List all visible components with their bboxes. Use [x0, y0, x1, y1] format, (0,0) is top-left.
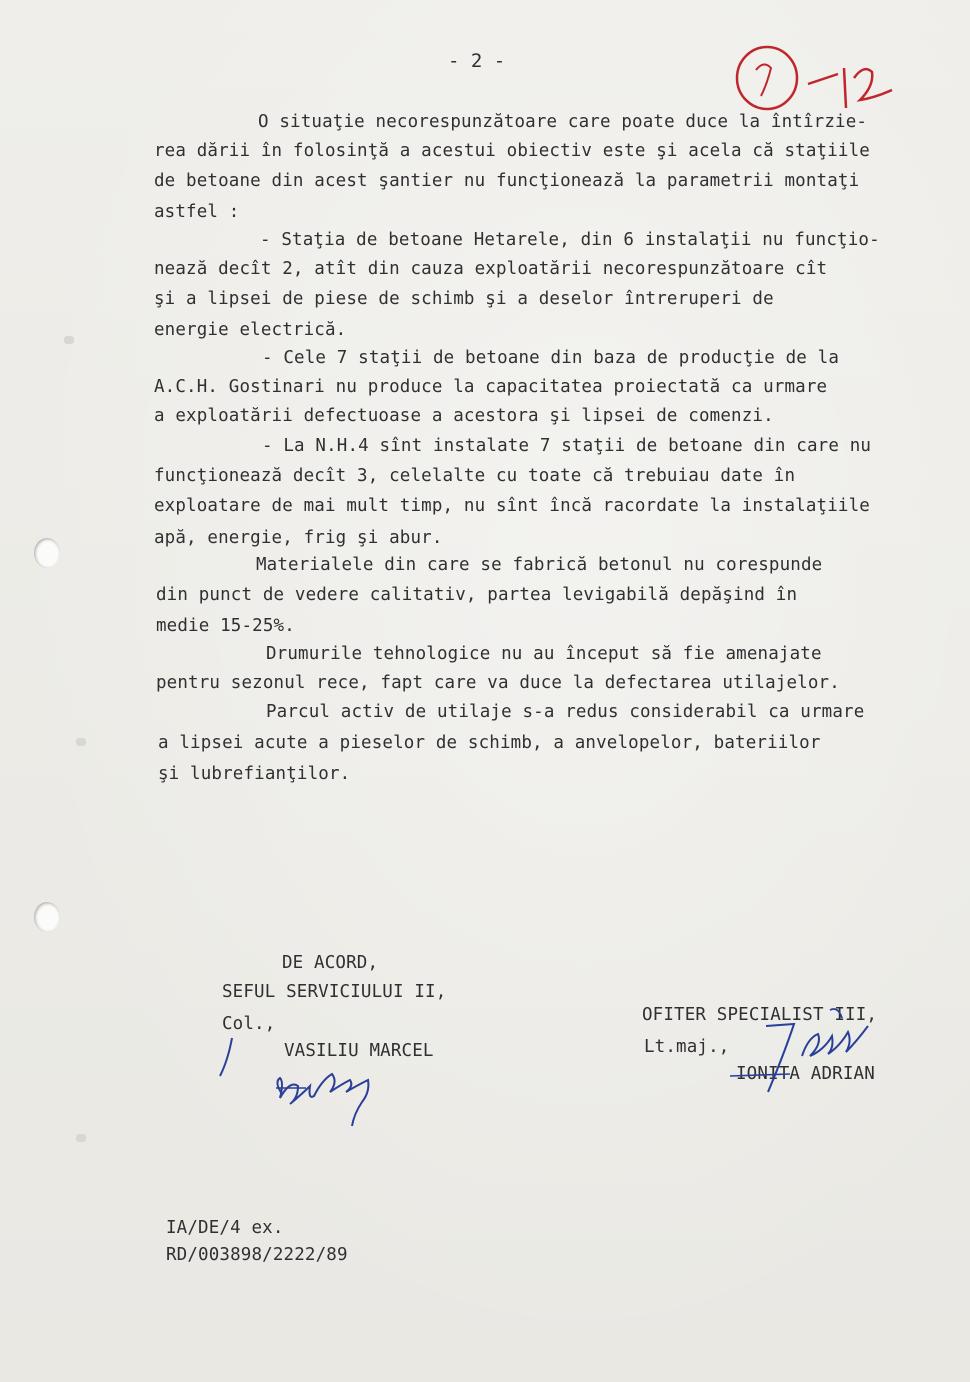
body-line: - Staţia de betoane Hetarele, din 6 instalaţii nu funcţio-: [260, 230, 880, 250]
body-line: Drumurile tehnologice nu au început să fie amenajate: [266, 644, 822, 664]
body-line: a lipsei acute a pieselor de schimb, a anvelopelor, bateriilor: [158, 733, 821, 753]
body-line: - Cele 7 staţii de betoane din baza de producţie de la: [262, 348, 840, 368]
approval-line: DE ACORD,: [282, 953, 379, 973]
margin-mark: [76, 1134, 86, 1142]
body-line: şi lubrefianţilor.: [158, 764, 351, 784]
body-line: - La N.H.4 sînt instalate 7 staţii de betoane din care nu: [262, 436, 872, 456]
body-line: şi a lipsei de piese de schimb şi a deselor întreruperi de: [154, 289, 774, 309]
body-line: din punct de vedere calitativ, partea levigabilă depăşind în: [156, 585, 798, 605]
distribution-note: IA/DE/4 ex.: [166, 1218, 284, 1238]
body-line: apă, energie, frig şi abur.: [154, 528, 443, 548]
body-line: energie electrică.: [154, 320, 347, 340]
archive-stamp-icon: [726, 40, 926, 116]
body-line: O situaţie necorespunzătoare care poate duce la întîrzie-: [258, 112, 868, 132]
officer-signature: [710, 1000, 920, 1110]
body-line: de betoane din acest şantier nu funcţionează la parametrii montaţi: [154, 171, 860, 191]
margin-mark: [64, 336, 74, 344]
body-line: pentru sezonul rece, fapt care va duce la defectarea utilajelor.: [156, 673, 840, 693]
body-line: funcţionează decît 3, celelalte cu toate că trebuiau date în: [154, 466, 796, 486]
body-line: astfel :: [154, 202, 240, 222]
page-number: - 2 -: [448, 50, 506, 72]
registration-number: RD/003898/2222/89: [166, 1245, 348, 1265]
punch-hole-icon: [34, 538, 60, 568]
punch-hole-icon: [34, 902, 60, 932]
body-line: exploatare de mai mult timp, nu sînt încă racordate la instalaţiile: [154, 496, 870, 516]
body-line: Parcul activ de utilaje s-a redus considerabil ca urmare: [266, 702, 865, 722]
approval-signature: [210, 1030, 440, 1140]
body-line: rea dării în folosinţă a acestui obiectiv este şi acela că staţiile: [154, 141, 870, 161]
officer-name: IONITA ADRIAN: [736, 1064, 875, 1084]
approval-rank: Col.,: [222, 1014, 276, 1034]
body-line: a exploatării defectuoase a acestora şi lipsei de comenzi.: [154, 406, 774, 426]
officer-rank: Lt.maj.,: [644, 1037, 730, 1057]
body-line: medie 15-25%.: [156, 616, 295, 636]
margin-mark: [76, 738, 86, 746]
body-line: Materialele din care se fabrică betonul nu corespunde: [256, 555, 823, 575]
body-line: A.C.H. Gostinari nu produce la capacitatea proiectată ca urmare: [154, 377, 828, 397]
approval-name: VASILIU MARCEL: [284, 1041, 434, 1061]
officer-title: OFITER SPECIALIST III,: [642, 1005, 878, 1025]
approval-title: SEFUL SERVICIULUI II,: [222, 982, 447, 1002]
body-line: nează decît 2, atît din cauza exploatării necorespunzătoare cît: [154, 259, 828, 279]
